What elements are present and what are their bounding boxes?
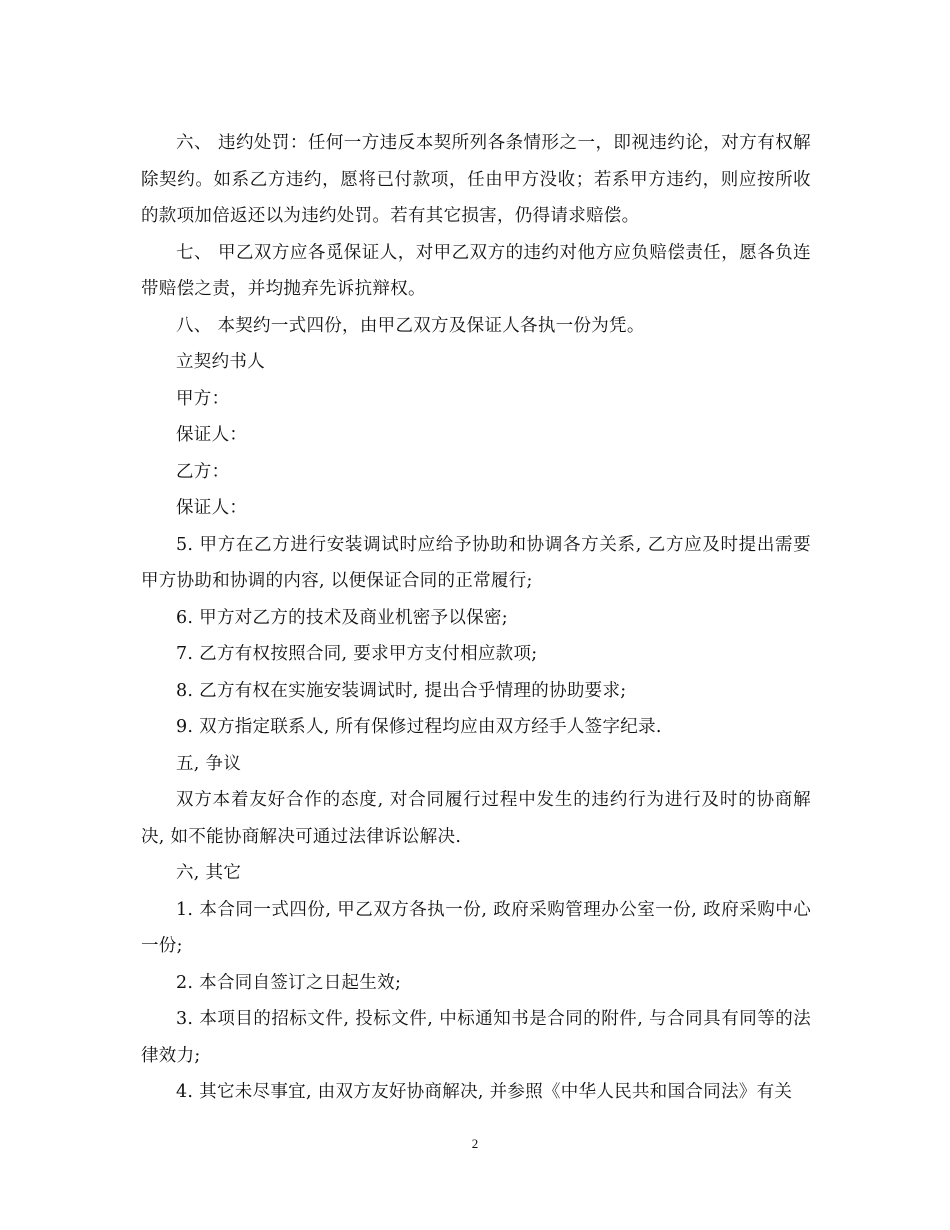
clause-9: 9. 双方指定联系人, 所有保修过程均应由双方经手人签字纪录. bbox=[176, 717, 662, 737]
other-clause-2: 2. 本合同自签订之日起生效; bbox=[176, 972, 402, 993]
document-body bbox=[141, 125, 811, 1111]
clause-6: 6. 甲方对乙方的技术及商业机密予以保密; bbox=[176, 607, 508, 628]
clause-8: 8. 乙方有权在实施安装调试时, 提出合乎情理的协助要求; bbox=[176, 680, 627, 701]
clause-5: 5. 甲方在乙方进行安装调试时应给予协助和协调各方关系, 乙方应及时提出需要甲方协助和协调的内容, 以便保证合同的正常履行; bbox=[141, 534, 811, 591]
paragraph-guarantors: 七、 甲乙双方应各觅保证人，对甲乙双方的违约对他方应负赔偿责任，愿各负连带赔偿之责，并均抛弃先诉抗辩权。 bbox=[141, 242, 811, 299]
paragraph-copies: 八、 本契约一式四份，由甲乙双方及保证人各执一份为凭。 bbox=[176, 315, 645, 336]
other-clause-4: 4. 其它未尽事宜, 由双方友好协商解决, 并参照《中华人民共和国合同法》有关 bbox=[176, 1082, 793, 1102]
other-clause-1: 1. 本合同一式四份, 甲乙双方各执一份, 政府采购管理办公室一份, 政府采购中心一份; bbox=[141, 899, 811, 956]
section-heading-other: 六, 其它 bbox=[176, 863, 242, 883]
party-b-label: 乙方： bbox=[176, 461, 230, 482]
clause-7: 7. 乙方有权按照合同, 要求甲方支付相应款项; bbox=[176, 644, 538, 664]
signatories-heading: 立契约书人 bbox=[176, 352, 265, 372]
paragraph-breach-penalty: 六、 违约处罚：任何一方违反本契所列各条情形之一，即视违约论，对方有权解除契约。如系乙方违约，愿将已付款项，任由甲方没收；若系甲方违约，则应按所收的款项加倍返还以为违约处罚。若有其它损害，仍得请求赔偿。 bbox=[141, 133, 811, 226]
section-heading-dispute: 五, 争议 bbox=[176, 753, 242, 774]
page-number: 2 bbox=[471, 1136, 479, 1151]
other-clause-3: 3. 本项目的招标文件, 投标文件, 中标通知书是合同的附件, 与合同具有同等的法律效力; bbox=[141, 1009, 811, 1066]
guarantor-a-label: 保证人： bbox=[176, 425, 248, 445]
party-a-label: 甲方： bbox=[176, 388, 230, 409]
dispute-paragraph: 双方本着友好合作的态度, 对合同履行过程中发生的违约行为进行及时的协商解决, 如不能协商解决可通过法律诉讼解决. bbox=[141, 790, 811, 847]
guarantor-b-label: 保证人： bbox=[176, 498, 248, 518]
